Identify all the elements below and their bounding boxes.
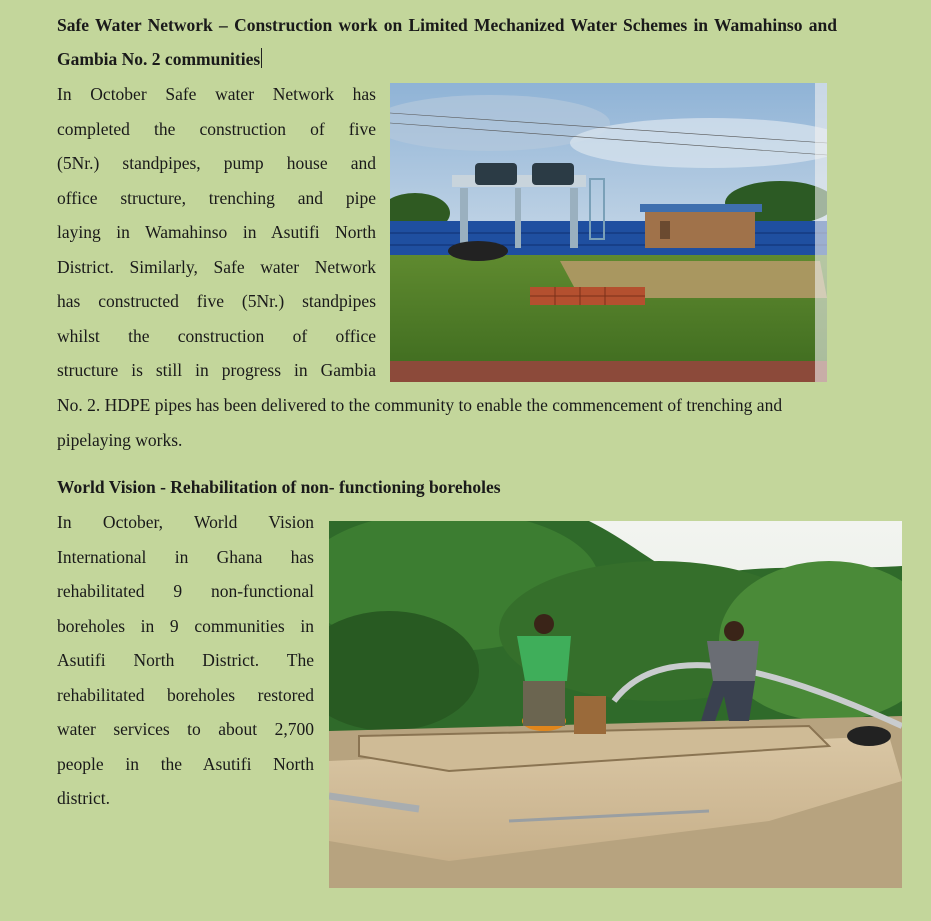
paragraph-line: International in Ghana has [57,546,314,567]
text-cursor [261,48,262,68]
construction-site-photo [390,83,827,382]
paragraph-line: district. [57,788,110,808]
section-1-paragraph-tail: No. 2. HDPE pipes has been delivered to the community to enable the commencement of trenching and pipelaying works. [57,395,783,450]
paragraph-line: people in the Asutifi North [57,753,314,774]
borehole-rehabilitation-photo [329,521,902,888]
paragraph-line: has constructed five (5Nr.) standpipes [57,291,376,311]
paragraph-line: water services to about 2,700 [57,719,314,739]
paragraph-line: In October, World Vision [57,512,314,532]
section-2-paragraph [57,505,314,816]
section-1-heading: Safe Water Network – Construction work on Limited Mechanized Water Schemes in Wamahinso and Gambia No. 2 communities [57,15,837,69]
paragraph-line: District. Similarly, Safe water Network [57,256,376,277]
paragraph-line: structure is still in progress in Gambia [57,360,376,380]
paragraph-line: (5Nr.) standpipes, pump house and [57,153,376,173]
paragraph-line: In October Safe water Network has [57,84,376,104]
paragraph-line: rehabilitated boreholes restored [57,684,314,705]
section-2-heading: World Vision - Rehabilitation of non- functioning boreholes [57,477,501,497]
paragraph-line: office structure, trenching and pipe [57,187,376,208]
section-1-paragraph [57,77,376,388]
paragraph-line: rehabilitated 9 non-functional [57,581,314,601]
paragraph-line: laying in Wamahinso in Asutifi North [57,222,376,242]
paragraph-line: completed the construction of five [57,118,376,139]
paragraph-line: whilst the construction of office [57,325,376,346]
paragraph-line: boreholes in 9 communities in [57,615,314,636]
paragraph-line: Asutifi North District. The [57,650,314,670]
